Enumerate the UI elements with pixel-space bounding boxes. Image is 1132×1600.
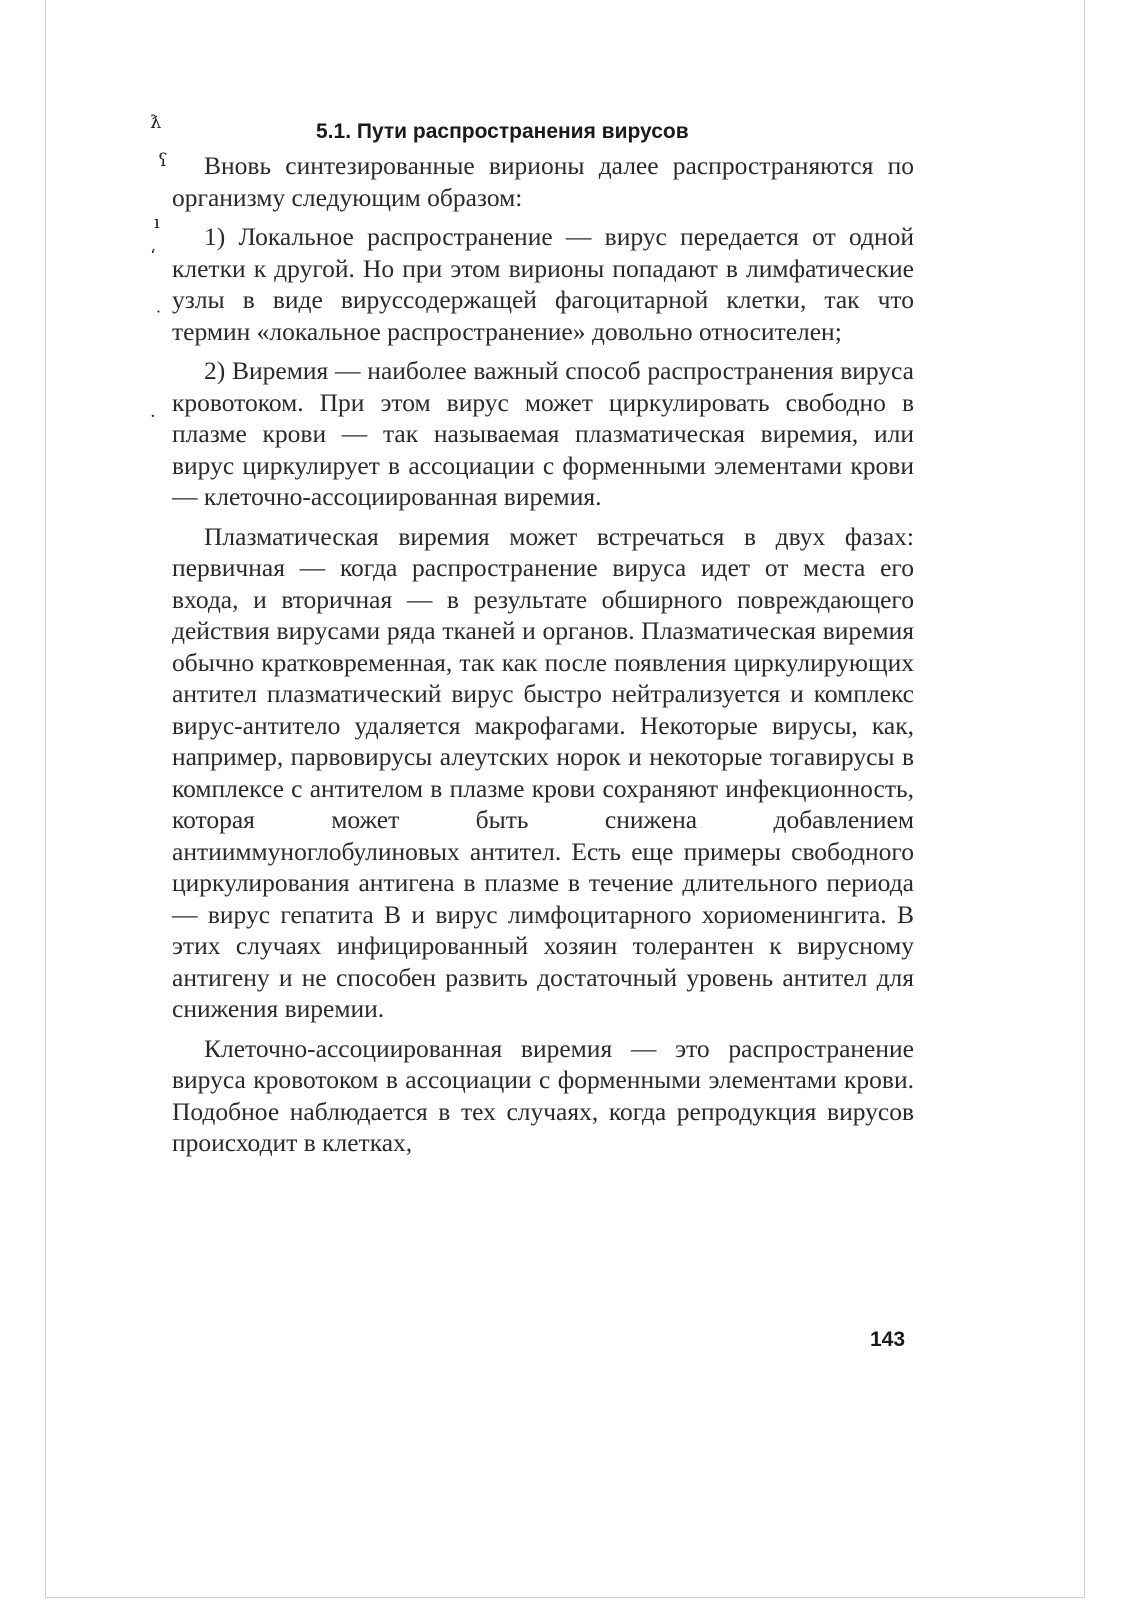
paragraph-cell-associated-viremia: Клеточно-ассоциированная виремия — это распространение вируса кровотоком в ассоциации с форменными элементами крови. Подобное наблюдается в тех случаях, когда репродукция вирусов происходит в клетках, <box>172 1033 914 1157</box>
margin-mark: ˙ <box>154 308 163 329</box>
margin-mark: ı <box>154 212 160 233</box>
margin-mark: · <box>150 406 156 427</box>
paragraph-viremia: 2) Виремия — наиболее важный способ распространения вируса кровотоком. При этом вирус может циркулировать свободно в плазме крови — так называемая плазматическая виремия, или вирус циркулирует в ассоциации с форменными элементами крови — клеточно-ассоциированная виремия. <box>172 356 914 511</box>
paragraph-intro: Вновь синтезированные вирионы далее распространяются по организму следующим образом: <box>172 151 914 212</box>
paragraph-plasma-viremia: Плазматическая виремия может встречаться в двух фазах: первичная — когда распространение вируса идет от места его входа, и вторичная — в результате обширного повреждающего действия вирусами ряда тканей и органов. Плазматическая виремия обычно кратковременная, так как после появления циркулирующих антител плазматический вирус быстро нейтрализуется и комплекс вирус-антитело удаляется макрофагами. Некоторые вирусы, как, например, парвовирусы алеутских норок и некоторые тогавирусы в комплексе с антителом в плазме крови сохраняют инфекционность, которая может быть снижена добавлением антииммуноглобулиновых антител. Есть еще примеры свободного циркулирования антигена в плазме в течение длительного периода — вирус гепатита В и вирус лимфоцитарного хориоменингита. В этих случаях инфицированный хозяин толерантен к вирусному антигену и не способен развить достаточный уровень антител для снижения виремии. <box>172 521 914 1023</box>
margin-mark: ʕ <box>158 150 168 171</box>
page-number: 143 <box>870 1328 906 1351</box>
margin-mark: ʻ <box>150 246 156 267</box>
section-heading: 5.1. Пути распространения вирусов <box>316 120 689 143</box>
margin-mark: ƛ <box>150 112 162 133</box>
body-text <box>172 150 914 1167</box>
paragraph-local-spread: 1) Локальное распространение — вирус передается от одной клетки к другой. Но при этом вирионы попадают в лимфатические узлы в виде вируссодержащей фагоцитарной клетки, так что термин «локальное распространение» довольно относителен; <box>172 222 914 346</box>
